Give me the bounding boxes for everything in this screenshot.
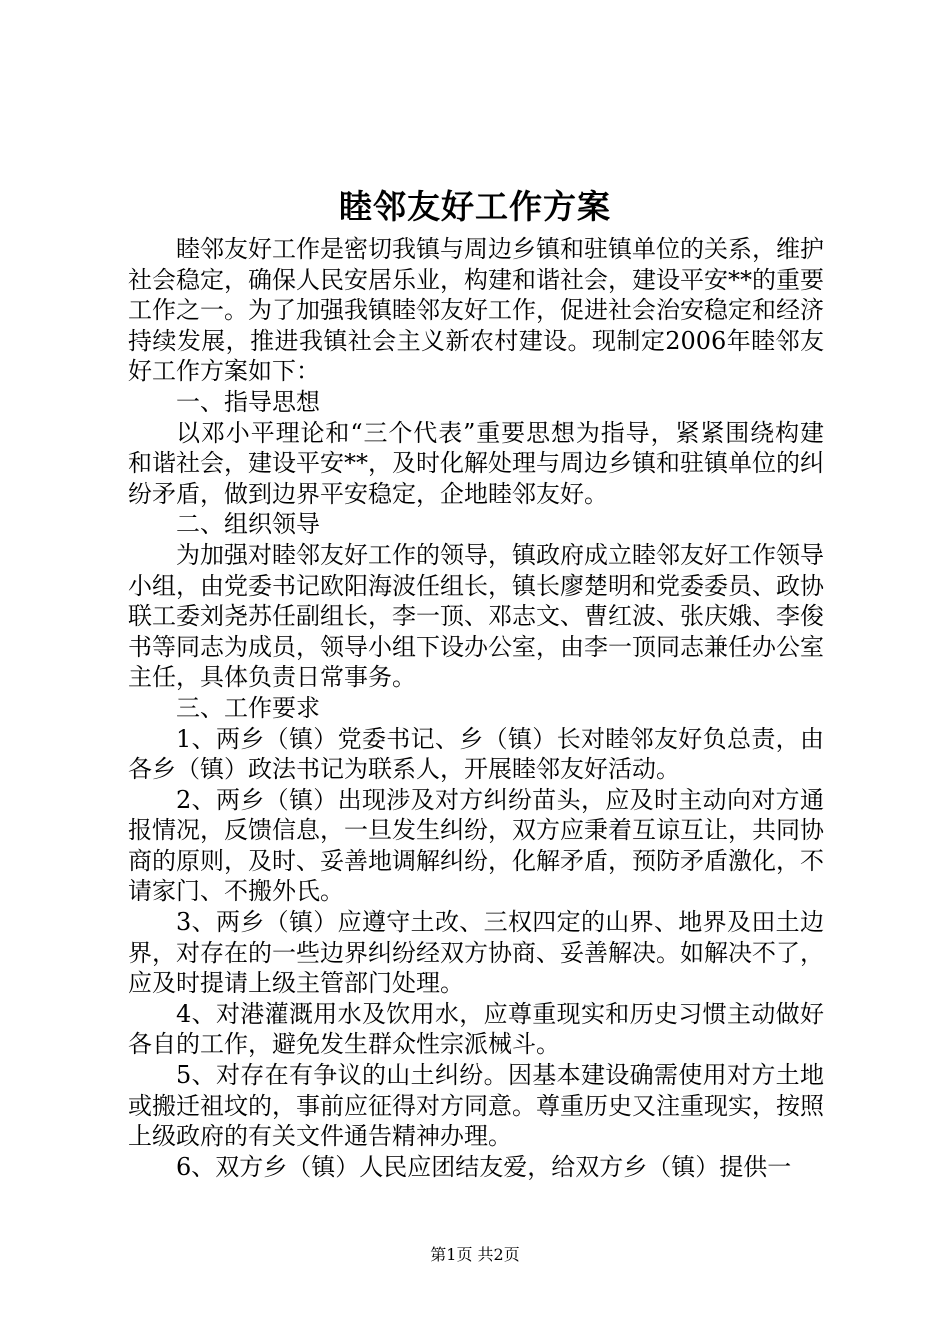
- section-heading-guiding-ideology: 一、指导思想: [176, 387, 320, 416]
- paragraph-requirement-5: 5、对存在有争议的山土纠纷。因基本建设确需使用对方土地或搬迁祖坟的，事前应征得对方同意。尊重历史又注重现实，按照上级政府的有关文件通告精神办理。: [128, 1061, 824, 1151]
- paragraph-requirement-4: 4、对港灌溉用水及饮用水，应尊重现实和历史习惯主动做好各自的工作，避免发生群众性宗派械斗。: [128, 999, 824, 1059]
- paragraph-requirement-3: 3、两乡（镇）应遵守土改、三权四定的山界、地界及田土边界，对存在的一些边界纠纷经双方协商、妥善解决。如解决不了，应及时提请上级主管部门处理。: [128, 908, 824, 998]
- paragraph-requirement-2: 2、两乡（镇）出现涉及对方纠纷苗头，应及时主动向对方通报情况，反馈信息，一旦发生纠纷，双方应秉着互谅互让，共同协商的原则，及时、妥善地调解纠纷，化解矛盾，预防矛盾激化，不请家门、不搬外氏。: [128, 785, 824, 906]
- paragraph-guiding-ideology: 以邓小平理论和“三个代表”重要思想为指导，紧紧围绕构建和谐社会，建设平安**，及时化解处理与周边乡镇和驻镇单位的纠纷矛盾，做到边界平安稳定，企地睦邻友好。: [128, 418, 824, 508]
- section-heading-organization: 二、组织领导: [176, 510, 320, 539]
- paragraph-organization: 为加强对睦邻友好工作的领导，镇政府成立睦邻友好工作领导小组，由党委书记欧阳海波任组长，镇长廖楚明和党委委员、政协联工委刘尧苏任副组长，李一顶、邓志文、曹红波、张庆娥、李俊书等同志为成员，领导小组下设办公室，由李一顶同志兼任办公室主任，具体负责日常事务。: [128, 540, 824, 692]
- document-title: 睦邻友好工作方案: [339, 187, 611, 226]
- page-footer: 第1页 共2页: [430, 1245, 520, 1264]
- paragraph-intro: 睦邻友好工作是密切我镇与周边乡镇和驻镇单位的关系，维护社会稳定，确保人民安居乐业，构建和谐社会，建设平安**的重要工作之一。为了加强我镇睦邻友好工作，促进社会治安稳定和经济持续发展，推进我镇社会主义新农村建设。现制定2006年睦邻友好工作方案如下：: [128, 235, 824, 386]
- section-heading-requirements: 三、工作要求: [176, 693, 320, 722]
- document-body: [128, 234, 824, 1182]
- paragraph-requirement-6: 6、双方乡（镇）人民应团结友爱，给双方乡（镇）提供一: [176, 1152, 792, 1181]
- paragraph-requirement-1: 1、两乡（镇）党委书记、乡（镇）长对睦邻友好负总责，由各乡（镇）政法书记为联系人，开展睦邻友好活动。: [128, 724, 824, 784]
